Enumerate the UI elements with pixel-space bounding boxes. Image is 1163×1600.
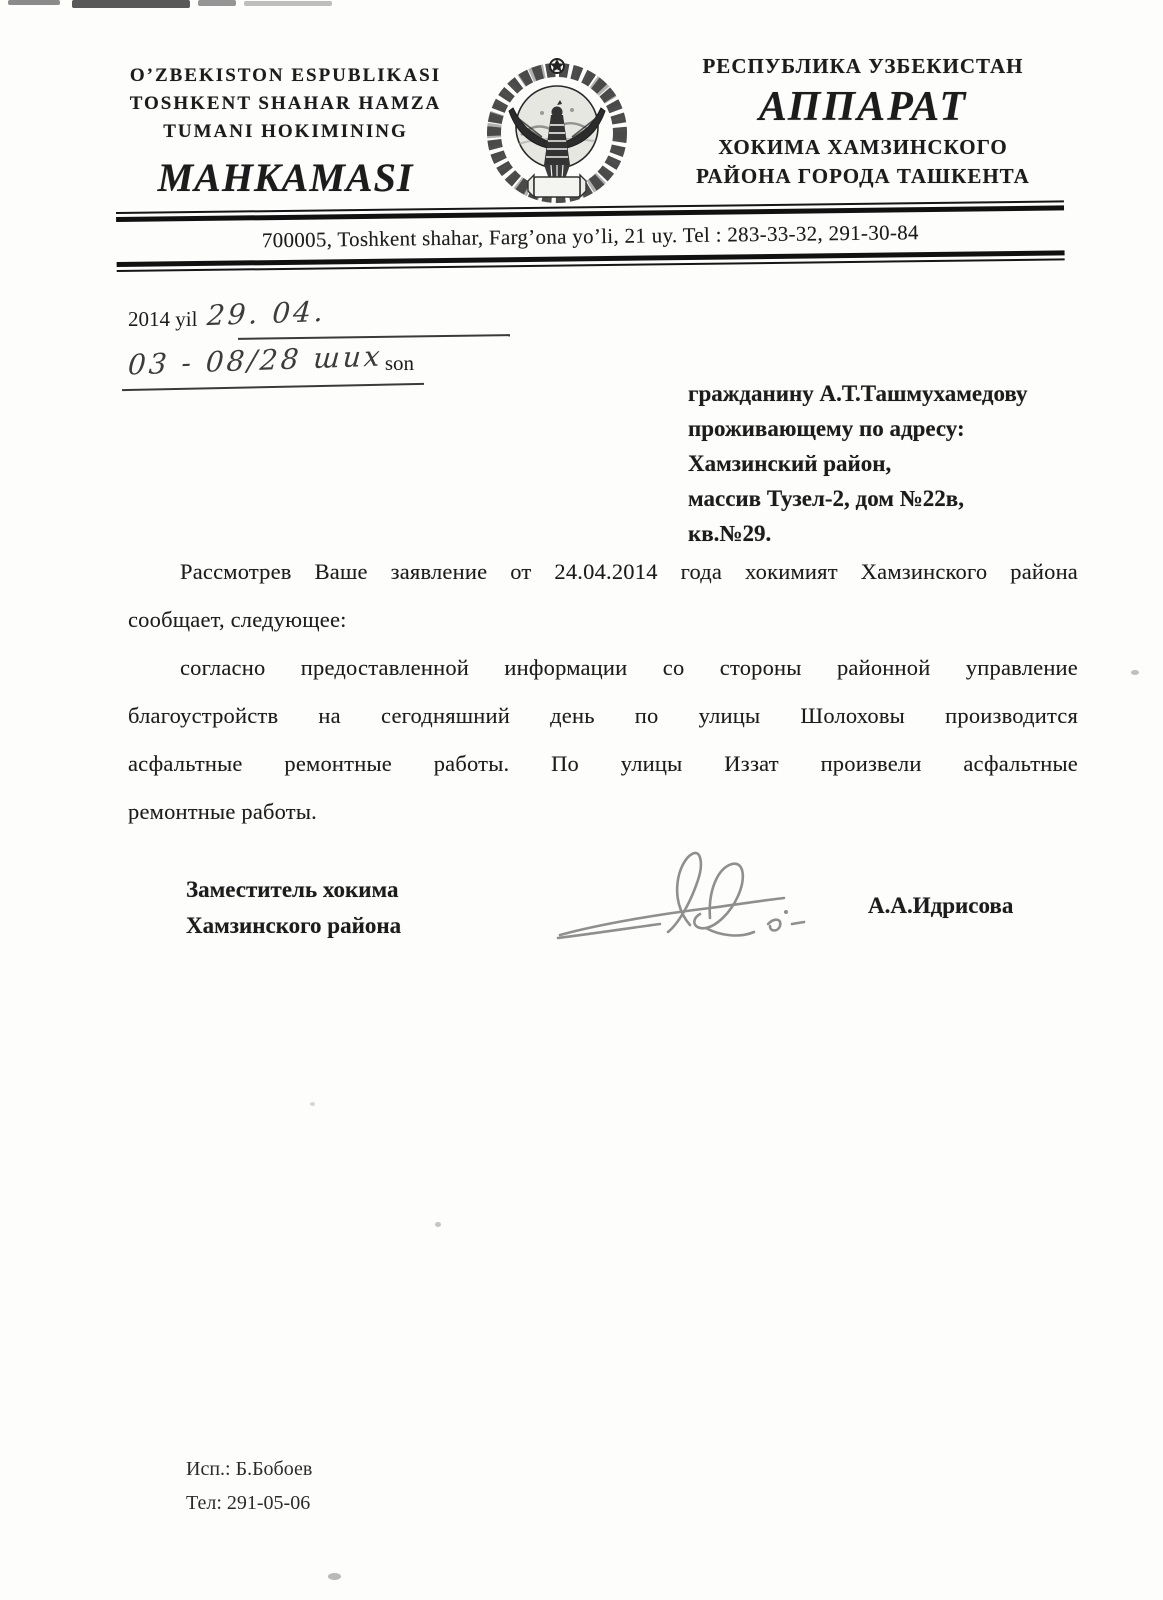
letterhead-rule-band — [116, 200, 1065, 272]
body-line: сообщает, следующее: — [128, 607, 347, 632]
letterhead-right — [688, 52, 1038, 191]
recipient-line: массив Тузел-2, дом №22в, — [688, 486, 964, 511]
executor-block — [186, 1452, 312, 1520]
scan-speck — [328, 1573, 341, 1580]
executor-phone: Тел: 291-05-06 — [186, 1492, 311, 1514]
letterhead-left — [118, 62, 453, 201]
reference-number-suffix: son — [384, 351, 415, 375]
letterhead-left-line2: TOSHKENT SHAHAR HAMZA — [129, 93, 442, 114]
scan-artifact — [198, 0, 236, 6]
letterhead-right-line1: РЕСПУБЛИКА УЗБЕКИСТАН — [702, 54, 1024, 78]
date-handwritten: 29. 04. — [206, 294, 328, 333]
letterhead-left-line3: TUMANI HOKIMINING — [163, 121, 408, 142]
signatory-title-line1: Заместитель хокима — [186, 877, 399, 902]
recipient-line: Хамзинский район, — [688, 451, 892, 476]
handwritten-signature — [540, 840, 850, 970]
body-line: согласно предоставленной информации со стороны районной управление — [180, 655, 1078, 680]
scan-speck — [435, 1222, 441, 1227]
scan-artifact — [72, 0, 190, 8]
body-line: благоустройств на сегодняшний день по улицы Шолоховы производится — [128, 703, 1078, 728]
signatory-title-line2: Хамзинского района — [186, 913, 402, 938]
letterhead-left-line1: O’ZBEKISTON ESPUBLIKASI — [129, 65, 442, 86]
reference-number-underline — [122, 383, 424, 391]
scan-artifact — [8, 0, 60, 5]
body-line: Рассмотрев Ваше заявление от 24.04.2014 года хокимият Хамзинского района — [180, 559, 1078, 584]
uzbekistan-state-emblem-icon — [472, 55, 642, 207]
recipient-block — [688, 376, 1028, 551]
reference-number-line — [126, 339, 415, 382]
body-line: асфальтные ремонтные работы. По улицы Иззат произвели асфальтные — [128, 751, 1078, 776]
scan-artifact — [244, 1, 332, 6]
recipient-line: гражданину А.Т.Ташмухамедову — [688, 381, 1028, 406]
recipient-line: кв.№29. — [688, 521, 772, 546]
letterhead-address: 700005, Toshkent shahar, Farg’ona yo’li, 21 uy. Tel : 283-33-32, 291-30-84 — [261, 220, 919, 253]
recipient-line: проживающему по адресу: — [688, 416, 965, 441]
reference-number-handwritten: 03 - 08/28 ших — [126, 339, 384, 382]
date-line — [128, 294, 328, 333]
body-line: ремонтные работы. — [128, 799, 317, 824]
signatory-title — [186, 872, 401, 944]
letterhead-right-line3: РАЙОНА ГОРОДА ТАШКЕНТА — [696, 164, 1030, 188]
scan-speck — [1131, 670, 1139, 675]
signatory-name: А.А.Идрисова — [868, 893, 1014, 918]
executor-name: Исп.: Б.Бобоев — [186, 1458, 313, 1480]
letterhead-right-line2: ХОКИМА ХАМЗИНСКОГО — [718, 135, 1008, 159]
scan-speck — [310, 1102, 315, 1106]
letterhead-left-title: MAHKAMASI — [157, 155, 414, 200]
date-printed-label: 2014 yil — [128, 307, 198, 331]
letterhead-right-title: АППАРАТ — [758, 84, 968, 130]
letter-body — [128, 548, 1078, 836]
